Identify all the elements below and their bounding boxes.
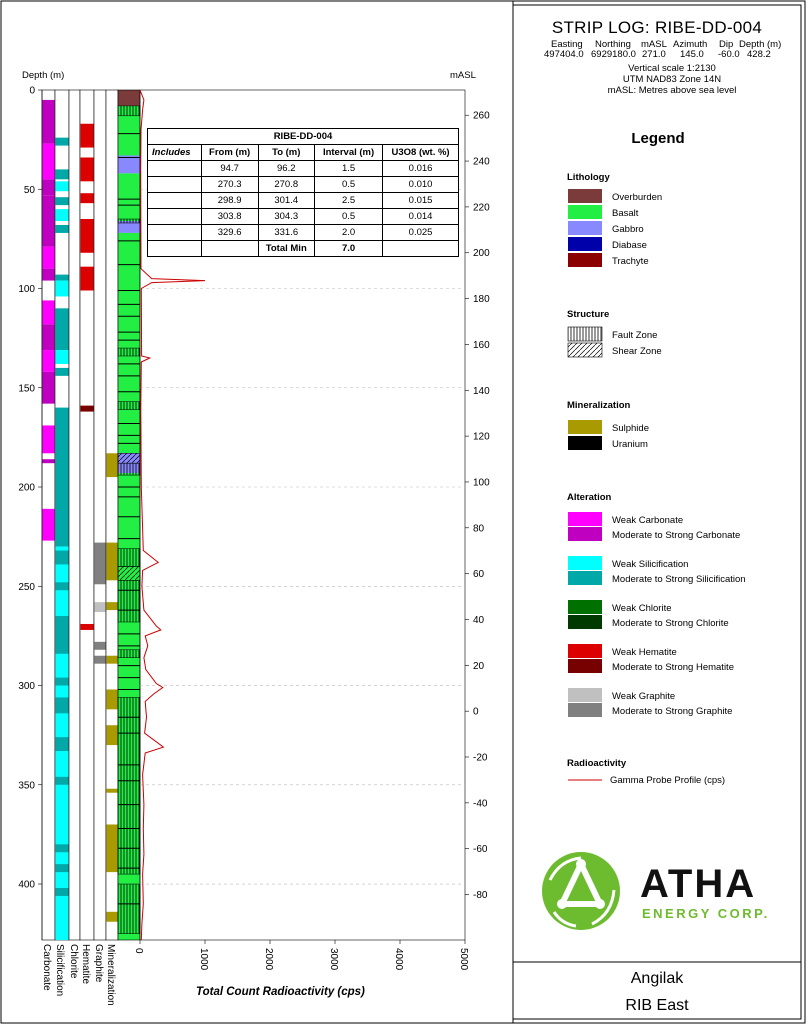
table-cell: 270.8: [258, 177, 315, 193]
silicification-interval: [56, 408, 69, 547]
legend-item-label: Basalt: [612, 208, 639, 219]
table-cell: [201, 241, 258, 257]
silicification-interval: [56, 551, 69, 565]
fault-zone: [118, 697, 140, 874]
col-azimuth: Azimuth: [673, 39, 708, 50]
val-dip: -60.0: [718, 49, 740, 60]
silicification-interval: [56, 197, 69, 205]
legend-item-label: Weak Hematite: [612, 647, 677, 658]
depth-tick-label: 50: [23, 184, 35, 196]
legend-item-label: Sulphide: [612, 423, 649, 434]
silicification-interval: [56, 181, 69, 191]
col-northing: Northing: [595, 39, 631, 50]
x-tick-label: 0: [133, 948, 144, 954]
column-label: Chlorite: [68, 944, 79, 979]
carbonate-interval: [43, 179, 55, 195]
lithology-interval: [118, 90, 140, 106]
logo-tagline: ENERGY CORP.: [642, 906, 770, 921]
header-notes: [513, 63, 806, 96]
silicification-interval: [56, 350, 69, 364]
mineralization-interval: [107, 824, 118, 872]
legend-item-label: Weak Chlorite: [612, 603, 672, 614]
column-label: Hematite: [80, 944, 91, 985]
legend-item-label: Fault Zone: [612, 330, 658, 341]
column-label: Carbonate: [41, 944, 52, 991]
table-cell: 0.5: [315, 209, 383, 225]
masl-tick-label: 0: [473, 706, 479, 718]
projection-note: UTM NAD83 Zone 14N: [622, 74, 722, 85]
masl-tick-label: 40: [473, 614, 485, 626]
table-cell: 0.025: [383, 225, 459, 241]
carbonate-interval: [43, 372, 55, 404]
masl-tick-label: -40: [473, 798, 488, 810]
legend-color-swatch: [568, 221, 602, 235]
silicification-interval: [56, 368, 69, 376]
legend-item-label: Moderate to Strong Chlorite: [612, 618, 729, 629]
table-cell: [148, 241, 202, 257]
column-label: Graphite: [93, 944, 104, 983]
hematite-interval: [81, 624, 94, 630]
col-depth: Depth (m): [739, 39, 782, 50]
carbonate-interval: [43, 459, 55, 463]
legend-color-swatch: [568, 253, 602, 267]
table-cell: 0.016: [383, 161, 459, 177]
table-cell: 96.2: [258, 161, 315, 177]
includes-row: [148, 161, 459, 177]
carbonate-interval: [43, 509, 55, 541]
includes-row: [148, 209, 459, 225]
legend-color-swatch: [568, 571, 602, 585]
depth-tick-label: 300: [18, 681, 35, 693]
legend-pattern-swatch: [568, 327, 602, 341]
val-depth: 428.2: [747, 49, 771, 60]
legend-item-label: Moderate to Strong Graphite: [612, 706, 733, 717]
area-name: RIB East: [625, 997, 689, 1014]
mineralization-interval: [107, 789, 118, 793]
includes-row: [148, 177, 459, 193]
legend-color-swatch: [568, 527, 602, 541]
masl-tick-label: 200: [473, 248, 490, 260]
table-cell: 94.7: [201, 161, 258, 177]
interval-header: Interval (m): [315, 145, 383, 161]
depth-tick-label: 150: [18, 383, 35, 395]
masl-tick-label: 240: [473, 156, 490, 168]
graphite-interval: [95, 602, 106, 612]
project-name: Angilak: [630, 970, 684, 987]
masl-tick-label: -20: [473, 752, 488, 764]
legend-item-label: Gamma Probe Profile (cps): [610, 775, 726, 786]
carbonate-interval: [43, 350, 55, 372]
table-cell: [148, 161, 202, 177]
logo-wordmark: ATHA: [640, 862, 757, 906]
carbonate-interval: [43, 324, 55, 350]
total-min-label: Total Min: [258, 241, 315, 257]
masl-tick-label: 140: [473, 385, 490, 397]
x-tick-label: 3000: [328, 948, 339, 971]
val-northing: 6929180.0: [591, 49, 636, 60]
legend-item-label: Gabbro: [612, 224, 644, 235]
depth-tick-label: 100: [18, 284, 35, 296]
legend-section-title: Mineralization: [567, 400, 631, 411]
table-cell: 270.3: [201, 177, 258, 193]
fault-zone: [118, 580, 140, 622]
masl-tick-label: 100: [473, 477, 490, 489]
masl-axis-title: mASL: [450, 70, 476, 81]
legend-item-label: Weak Graphite: [612, 691, 676, 702]
masl-tick-label: 120: [473, 431, 490, 443]
legend-section-title: Lithology: [567, 172, 610, 183]
graphite-interval: [95, 642, 106, 650]
depth-tick-label: 0: [29, 85, 35, 97]
silicification-interval: [56, 209, 69, 221]
masl-tick-label: 80: [473, 523, 485, 535]
includes-table: [147, 128, 459, 257]
val-easting: 497404.0: [544, 49, 584, 60]
x-tick-label: 5000: [458, 948, 469, 971]
graphite-interval: [95, 543, 106, 585]
legend-item-label: Moderate to Strong Hematite: [612, 662, 734, 673]
total-min-value: 7.0: [315, 241, 383, 257]
table-cell: 2.5: [315, 193, 383, 209]
carbonate-interval: [43, 269, 55, 281]
table-cell: [148, 193, 202, 209]
silicification-interval: [56, 864, 69, 872]
legend-item-label: Diabase: [612, 240, 647, 251]
val-azimuth: 145.0: [680, 49, 704, 60]
hematite-interval: [81, 406, 94, 412]
carbonate-interval: [43, 300, 55, 324]
silicification-interval: [56, 616, 69, 654]
table-cell: [148, 177, 202, 193]
masl-note: mASL: Metres above sea level: [607, 85, 737, 96]
graphite-interval: [95, 656, 106, 664]
header-block: [513, 18, 801, 38]
table-cell: 303.8: [201, 209, 258, 225]
x-tick-label: 4000: [393, 948, 404, 971]
legend-section-title: Alteration: [567, 492, 612, 503]
header-table: [537, 39, 797, 63]
vertical-scale-note: Vertical scale 1:2130: [628, 63, 716, 74]
mineralization-interval: [107, 602, 118, 610]
hematite-interval: [81, 124, 94, 148]
mineralization-interval: [107, 912, 118, 922]
logo-circle-icon: [540, 850, 622, 932]
lithology-interval: [118, 233, 140, 453]
silicification-interval: [56, 281, 69, 297]
to-header: To (m): [258, 145, 315, 161]
silicification-interval: [56, 275, 69, 281]
table-cell: 329.6: [201, 225, 258, 241]
carbonate-interval: [43, 195, 55, 247]
silicification-interval: [56, 777, 69, 785]
legend-item-label: Weak Carbonate: [612, 515, 684, 526]
includes-row: [148, 193, 459, 209]
val-masl: 271.0: [642, 49, 666, 60]
x-tick-label: 1000: [198, 948, 209, 971]
table-cell: 0.015: [383, 193, 459, 209]
legend-color-swatch: [568, 688, 602, 702]
strip-log-title: STRIP LOG: RIBE-DD-004: [551, 18, 763, 37]
carbonate-interval: [43, 425, 55, 453]
fault-zone: [118, 884, 140, 934]
hematite-interval: [81, 219, 94, 253]
silicification-interval: [56, 138, 69, 146]
masl-tick-label: 220: [473, 202, 490, 214]
legend-color-swatch: [568, 189, 602, 203]
table-cell: 0.5: [315, 177, 383, 193]
legend-color-swatch: [568, 703, 602, 717]
fault-zone: [118, 402, 140, 410]
silicification-interval: [56, 225, 69, 233]
table-cell: 0.010: [383, 177, 459, 193]
table-cell: 2.0: [315, 225, 383, 241]
column-label: Silicification: [54, 944, 65, 997]
column-graphite: [94, 90, 106, 940]
legend-item-label: Uranium: [612, 439, 648, 450]
masl-tick-label: -80: [473, 890, 488, 902]
fault-zone: [118, 348, 140, 356]
fault-zone: [118, 106, 140, 116]
legend-color-swatch: [568, 659, 602, 673]
mineralization-interval: [107, 453, 118, 477]
silicification-interval: [56, 169, 69, 179]
legend-title: Legend: [631, 130, 685, 147]
table-cell: [383, 241, 459, 257]
atha-logo-mark: [540, 850, 622, 932]
legend-color-swatch: [568, 205, 602, 219]
depth-tick-label: 250: [18, 581, 35, 593]
depth-tick-label: 400: [18, 879, 35, 891]
legend-item-label: Trachyte: [612, 256, 649, 267]
legend-section-title: Structure: [567, 309, 610, 320]
col-easting: Easting: [551, 39, 583, 50]
hematite-interval: [81, 193, 94, 203]
masl-tick-label: -60: [473, 844, 488, 856]
mineralization-interval: [107, 689, 118, 709]
includes-row: [148, 225, 459, 241]
legend-color-swatch: [568, 644, 602, 658]
depth-tick-label: 350: [18, 780, 35, 792]
includes-table-title: RIBE-DD-004: [148, 129, 459, 145]
depth-axis-title: Depth (m): [22, 70, 65, 81]
legend-color-swatch: [568, 600, 602, 614]
table-cell: 304.3: [258, 209, 315, 225]
hematite-interval: [81, 267, 94, 291]
silicification-interval: [56, 888, 69, 896]
legend-color-swatch: [568, 615, 602, 629]
fault-zone: [118, 463, 140, 475]
silicification-interval: [56, 737, 69, 751]
silicification-interval: [56, 844, 69, 852]
masl-tick-label: 160: [473, 339, 490, 351]
silicification-interval: [56, 308, 69, 350]
col-masl: mASL: [641, 39, 667, 50]
legend-color-swatch: [568, 237, 602, 251]
x-tick-label: 2000: [263, 948, 274, 971]
silicification-interval: [56, 582, 69, 590]
legend-item-label: Moderate to Strong Silicification: [612, 574, 746, 585]
column-chlorite: [69, 90, 80, 940]
lithology-interval: [118, 156, 140, 174]
fault-zone: [118, 650, 140, 658]
masl-tick-label: 60: [473, 569, 485, 581]
col-dip: Dip: [719, 39, 734, 50]
mineralization-interval: [107, 725, 118, 745]
shear-zone: [118, 566, 140, 580]
legend-pattern-swatch: [568, 343, 602, 357]
includes-header: Includes: [148, 145, 202, 161]
masl-tick-label: 180: [473, 294, 490, 306]
silicification-interval: [56, 678, 69, 686]
legend-layer: [567, 172, 746, 786]
mineralization-interval: [107, 656, 118, 664]
legend-color-swatch: [568, 420, 602, 434]
legend-color-swatch: [568, 512, 602, 526]
masl-tick-label: 20: [473, 660, 485, 672]
carbonate-interval: [43, 144, 55, 180]
legend-color-swatch: [568, 436, 602, 450]
column-label: Mineralization: [105, 944, 116, 1006]
table-cell: 298.9: [201, 193, 258, 209]
table-cell: 301.4: [258, 193, 315, 209]
legend-item-label: Shear Zone: [612, 346, 662, 357]
fault-zone: [118, 219, 140, 223]
masl-tick-label: 260: [473, 110, 490, 122]
legend-color-swatch: [568, 556, 602, 570]
column-hematite: [80, 90, 94, 940]
depth-tick-label: 200: [18, 482, 35, 494]
legend-section-title: Radioactivity: [567, 758, 627, 769]
table-cell: 1.5: [315, 161, 383, 177]
legend-item-label: Overburden: [612, 192, 663, 203]
table-cell: [148, 225, 202, 241]
table-cell: [148, 209, 202, 225]
shear-zone: [118, 453, 140, 463]
includes-table-body: [148, 161, 459, 241]
table-cell: 0.014: [383, 209, 459, 225]
silicification-interval: [56, 697, 69, 713]
mineralization-interval: [107, 543, 118, 581]
hematite-interval: [81, 157, 94, 181]
x-axis-title: Total Count Radioactivity (cps): [196, 986, 365, 998]
legend-item-label: Moderate to Strong Carbonate: [612, 530, 741, 541]
legend-item-label: Weak Silicification: [612, 559, 689, 570]
carbonate-interval: [43, 247, 55, 269]
u3o8-header: U3O8 (wt. %): [383, 145, 459, 161]
from-header: From (m): [201, 145, 258, 161]
table-cell: 331.6: [258, 225, 315, 241]
fault-zone: [118, 549, 140, 567]
lithology-interval: [118, 173, 140, 221]
column-mineralization: [106, 90, 118, 940]
carbonate-interval: [43, 100, 55, 144]
